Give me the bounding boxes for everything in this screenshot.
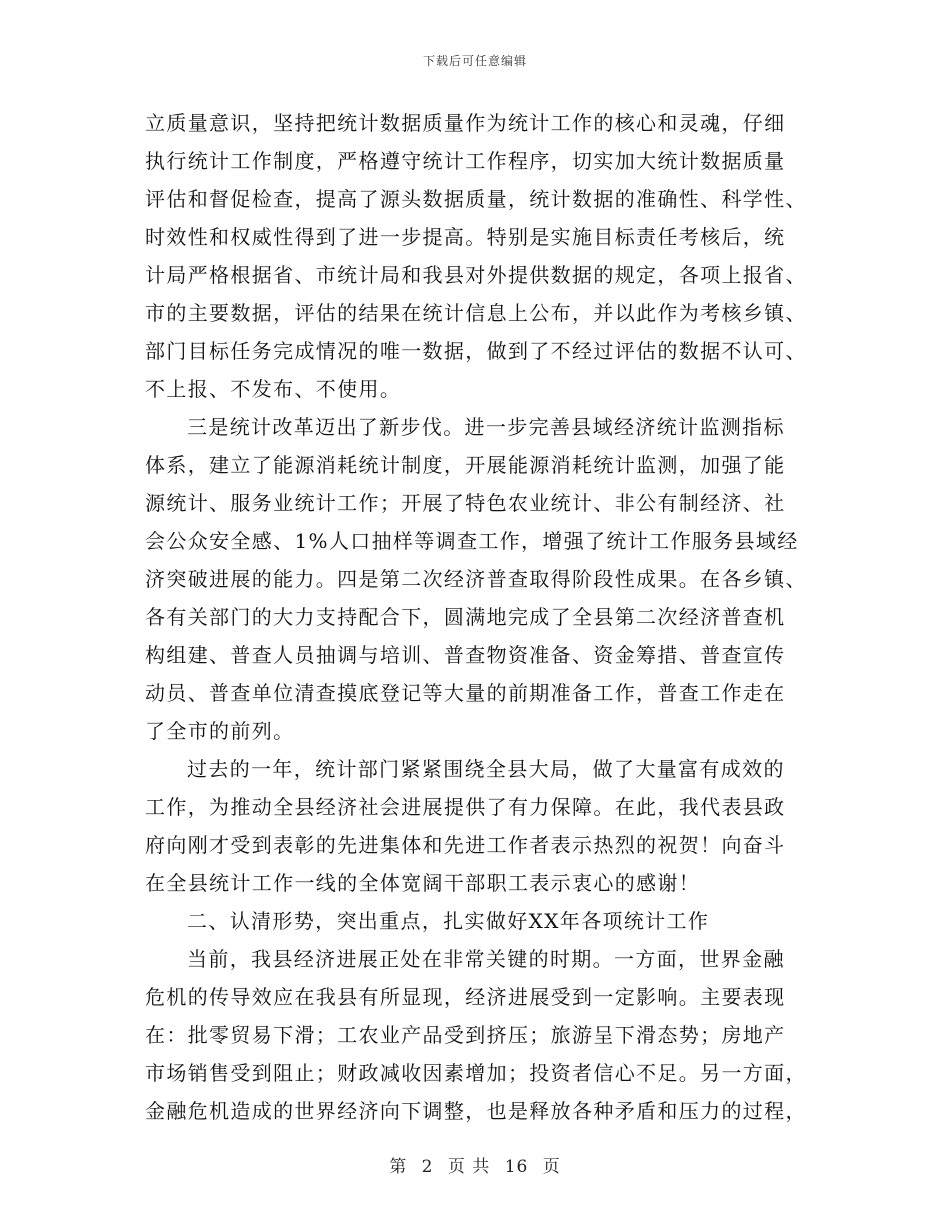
text-line: 在全县统计工作一线的全体宽阔干部职工表示衷心的感谢！ bbox=[145, 871, 701, 895]
text-line: 金融危机造成的世界经济向下调整，也是释放各种矛盾和压力的过程， bbox=[145, 1099, 807, 1123]
text-line: 当前，我县经济进展正处在非常关键的时期。一方面，世界金融 bbox=[187, 947, 785, 971]
text-line: 源统计、服务业统计工作；开展了特色农业统计、非公有制经济、社 bbox=[145, 491, 786, 515]
text-line: 不上报、不发布、不使用。 bbox=[145, 377, 402, 401]
text-line: 三是统计改革迈出了新步伐。进一步完善县域经济统计监测指标 bbox=[187, 415, 785, 439]
text-line: 立质量意识，坚持把统计数据质量作为统计工作的核心和灵魂，仔细 bbox=[145, 111, 786, 135]
text-line: 动员、普查单位清查摸底登记等大量的前期准备工作，普查工作走在 bbox=[145, 681, 786, 705]
text-line: 时效性和权威性得到了进一步提高。特别是实施目标责任考核后，统 bbox=[145, 225, 786, 249]
text-line: 构组建、普查人员抽调与培训、普查物资准备、资金筹措、普查宣传 bbox=[145, 643, 786, 667]
text-line: 会公众安全感、1%人口抽样等调查工作，增强了统计工作服务县域经 bbox=[145, 529, 799, 553]
text-line: 评估和督促检查，提高了源头数据质量，统计数据的准确性、科学性、 bbox=[145, 187, 807, 211]
page-header: 下载后可任意编辑 bbox=[422, 54, 527, 68]
text-line: 各有关部门的大力支持配合下，圆满地完成了全县第二次经济普查机 bbox=[145, 605, 786, 629]
text-line: 危机的传导效应在我县有所显现，经济进展受到一定影响。主要表现 bbox=[145, 985, 786, 1009]
text-line: 体系，建立了能源消耗统计制度，开展能源消耗统计监测，加强了能 bbox=[145, 453, 786, 477]
footer-middle: 页 共 bbox=[447, 1157, 491, 1177]
current-page-number: 2 bbox=[421, 1157, 434, 1177]
footer-suffix: 页 bbox=[542, 1157, 561, 1177]
text-line: 执行统计工作制度，严格遵守统计工作程序，切实加大统计数据质量 bbox=[145, 149, 786, 173]
document-body bbox=[145, 104, 809, 1130]
text-line: 工作，为推动全县经济社会进展提供了有力保障。在此，我代表县政 bbox=[145, 795, 786, 819]
text-line: 市的主要数据，评估的结果在统计信息上公布，并以此作为考核乡镇、 bbox=[145, 301, 807, 325]
text-line: 市场销售受到阻止；财政减收因素增加；投资者信心不足。另一方面， bbox=[145, 1061, 807, 1085]
total-page-count: 16 bbox=[504, 1157, 529, 1177]
text-line: 二、认清形势，突出重点，扎实做好XX年各项统计工作 bbox=[187, 909, 710, 933]
text-line: 计局严格根据省、市统计局和我县对外提供数据的规定，各项上报省、 bbox=[145, 263, 807, 287]
page-footer bbox=[0, 1152, 950, 1177]
text-line: 在：批零贸易下滑；工农业产品受到挤压；旅游呈下滑态势；房地产 bbox=[145, 1023, 786, 1047]
footer-prefix: 第 bbox=[389, 1157, 408, 1177]
text-line: 了全市的前列。 bbox=[145, 719, 295, 743]
text-line: 部门目标任务完成情况的唯一数据，做到了不经过评估的数据不认可、 bbox=[145, 339, 807, 363]
text-line: 过去的一年，统计部门紧紧围绕全县大局，做了大量富有成效的 bbox=[187, 757, 785, 781]
text-line: 济突破进展的能力。四是第二次经济普查取得阶段性成果。在各乡镇、 bbox=[145, 567, 807, 591]
text-line: 府向刚才受到表彰的先进集体和先进工作者表示热烈的祝贺！向奋斗 bbox=[145, 833, 786, 857]
